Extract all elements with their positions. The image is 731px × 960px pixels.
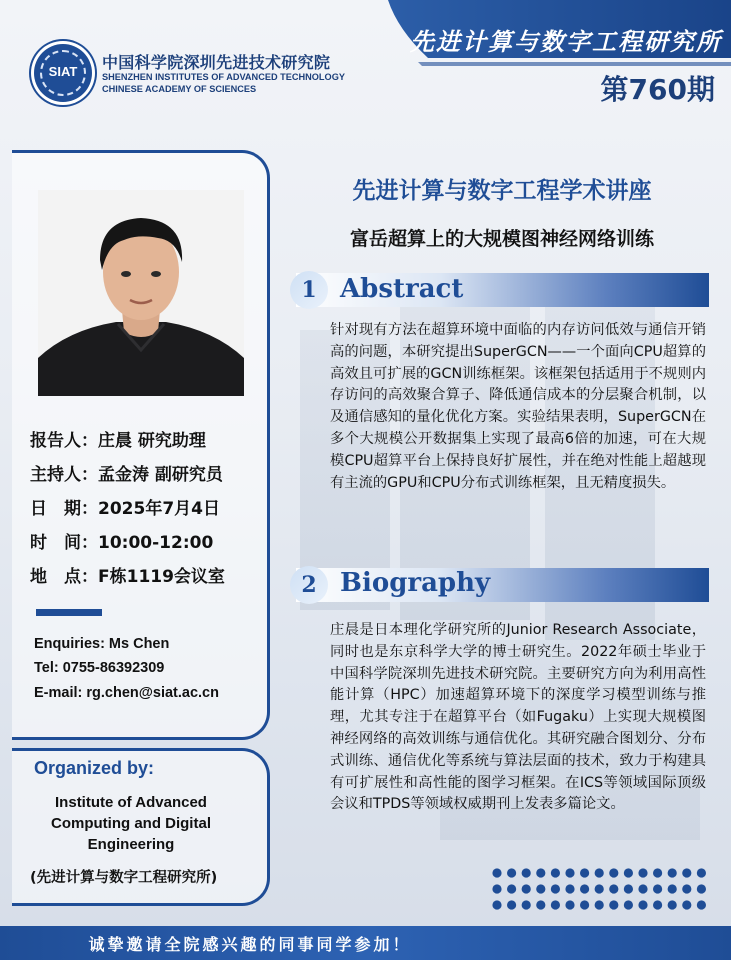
decorative-dots-icon — [491, 866, 709, 912]
decorative-dot — [638, 884, 647, 893]
location-line: 地 点：F栋1119会议室 — [30, 567, 225, 587]
institute-name-en-line2: CHINESE ACADEMY OF SCIENCES — [102, 84, 257, 94]
abstract-heading: Abstract — [340, 274, 464, 304]
abstract-text: 针对现有方法在超算环境中面临的内存访问低效与通信开销高的问题，本研究提出SuperGCN——一个面向CPU超算的高效且可扩展的GCN训练框架。该框架包括适用于不规则内存访问的高效聚合算子、降低通信成本的分层聚合机制，以及通信感知的量化优化方案。实验结果表明，SuperGCN在多个大规模公开数据集上实现了最高6倍的加速，可在大规模CPU超算平台上保持良好扩展性，并在绝对性能上超越现有主流的GPU和CPU分布式训练框架，且无精度损失。 — [330, 322, 706, 491]
speaker-photo — [38, 190, 244, 396]
decorative-dot — [624, 884, 633, 893]
decorative-dot — [551, 884, 560, 893]
tel-contact: Tel: 0755-86392309 — [34, 660, 165, 676]
decorative-dot — [580, 884, 589, 893]
decorative-dot — [565, 868, 574, 877]
organizer-name: Institute of Advanced Computing and Digital Engineering — [51, 794, 211, 853]
decorative-dot — [565, 884, 574, 893]
decorative-dot — [595, 868, 604, 877]
institute-name-en-line1: SHENZHEN INSTITUTES OF ADVANCED TECHNOLOGY — [102, 72, 345, 82]
decorative-dot — [492, 868, 501, 877]
logo-text: SIAT — [48, 64, 78, 79]
speaker-portrait-icon — [38, 190, 244, 396]
decorative-dot — [609, 884, 618, 893]
decorative-dot — [624, 900, 633, 909]
decorative-dot — [682, 868, 691, 877]
decorative-dot — [653, 868, 662, 877]
talk-title: 富岳超算上的大规模图神经网络训练 — [349, 228, 654, 250]
email-contact: E-mail: rg.chen@siat.ac.cn — [34, 685, 219, 701]
decorative-dot — [668, 868, 677, 877]
decorative-dot — [638, 868, 647, 877]
institute-calligraphy-title: 先进计算与数字工程研究所 — [410, 27, 722, 56]
decorative-dot — [536, 868, 545, 877]
decorative-dot — [492, 900, 501, 909]
decorative-dot — [522, 900, 531, 909]
host-line: 主持人：孟金涛 副研究员 — [30, 465, 223, 485]
decorative-dot — [536, 884, 545, 893]
decorative-dot — [551, 868, 560, 877]
decorative-dot — [565, 900, 574, 909]
decorative-dot — [609, 868, 618, 877]
decorative-dot — [551, 900, 560, 909]
decorative-dot — [507, 900, 516, 909]
decorative-dot — [492, 884, 501, 893]
time-line: 时 间：10:00-12:00 — [30, 533, 214, 553]
decorative-dot — [595, 900, 604, 909]
issue-number: 第760期 — [600, 73, 715, 106]
decorative-dot — [536, 900, 545, 909]
decorative-dot — [580, 900, 589, 909]
decorative-dot — [653, 884, 662, 893]
decorative-dot — [507, 884, 516, 893]
decorative-dot — [697, 868, 706, 877]
siat-logo-icon — [34, 44, 92, 102]
decorative-dot — [595, 884, 604, 893]
decorative-dot — [522, 868, 531, 877]
decorative-dot — [697, 900, 706, 909]
decorative-dot — [609, 900, 618, 909]
decorative-dot — [668, 900, 677, 909]
biography-text: 庄晨是日本理化学研究所的Junior Research Associate，同时也是东京科学大学的博士研究生。2022年硕士毕业于中国科学院深圳先进技术研究院。主要研究方向为利用高性能计算（HPC）加速超算环境下的深度学习模型训练与推理，尤其专注于在超算平台（如Fugaku）上实现大规模图神经网络的高效训练与通信优化。其研究融合图划分、分布式训练、通信优化等系统与算法层面的技术，致力于构建具有可扩展性和高性能的图学习框架。在ICS等领域国际顶级会议和TPDS等领域权威期刊上发表多篇论文。 — [330, 622, 706, 813]
decorative-dot — [522, 884, 531, 893]
decorative-dot — [682, 884, 691, 893]
abstract-section-number: 1 — [290, 271, 328, 309]
institute-name-cn: 中国科学院深圳先进技术研究院 — [102, 53, 331, 72]
biography-section-number: 2 — [290, 566, 328, 604]
organizer-name-cn: (先进计算与数字工程研究所) — [30, 870, 218, 886]
info-divider — [36, 609, 102, 616]
decorative-dot — [580, 868, 589, 877]
footer-invitation: 诚挚邀请全院感兴趣的同事同学参加！ — [88, 935, 412, 954]
date-line: 日 期：2025年7月4日 — [30, 499, 220, 519]
decorative-dot — [668, 884, 677, 893]
speaker-line: 报告人：庄晨 研究助理 — [30, 431, 206, 451]
decorative-dot — [697, 884, 706, 893]
decorative-dot — [682, 900, 691, 909]
organizer-label: Organized by: — [34, 758, 155, 778]
decorative-dot — [624, 868, 633, 877]
decorative-dot — [638, 900, 647, 909]
decorative-dot — [507, 868, 516, 877]
decorative-dot — [653, 900, 662, 909]
biography-heading: Biography — [340, 568, 491, 598]
enquiries-contact: Enquiries: Ms Chen — [34, 636, 170, 652]
lecture-series-title: 先进计算与数字工程学术讲座 — [352, 178, 652, 204]
